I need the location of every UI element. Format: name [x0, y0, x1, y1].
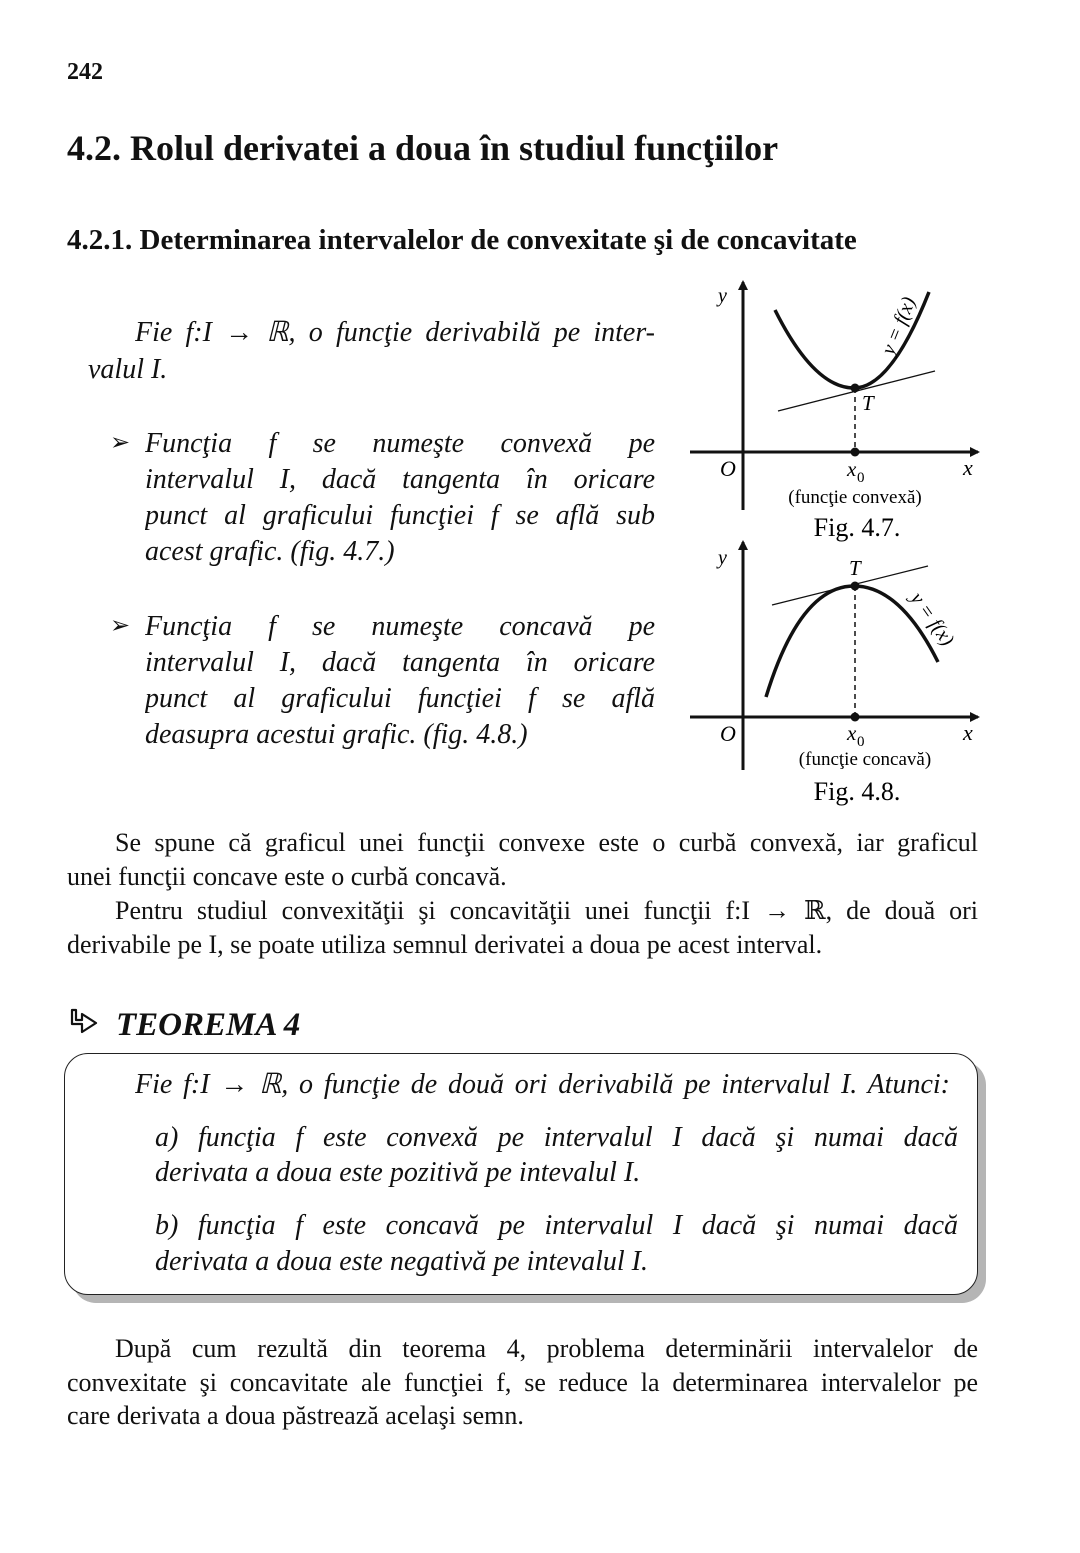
y-label: y	[718, 285, 727, 307]
bullet-convex-line: acest grafic. (fig. 4.7.)	[145, 536, 395, 567]
paragraph-line: Pentru studiul convexităţii şi concavităţii unei funcţii f:I → ℝ, de două ori	[115, 896, 978, 925]
arrowhead-bullet-icon: ➢	[110, 613, 131, 639]
theorem-intro: Fie f:I → ℝ, o funcţie de două ori derivabilă pe intervalul I. Atunci:	[135, 1069, 950, 1100]
curve-label: y = f(x)	[877, 293, 921, 358]
bullet-concave-line: Funcţia f se numeşte concavă pe	[145, 611, 655, 642]
paragraph-line: Se spune că graficul unei funcţii convexe este o curbă convexă, iar graficul	[115, 828, 978, 857]
theorem-item-b: b) funcţia f este concavă pe intervalul I dacă şi numai dacă	[155, 1210, 958, 1241]
x0-subscript: 0	[857, 734, 865, 750]
origin-label: O	[720, 721, 736, 746]
x0-label: x	[847, 721, 857, 745]
x0-label: x	[847, 457, 857, 481]
tangent-point	[851, 582, 860, 591]
x-label: x	[963, 455, 973, 480]
bullet-concave-line: punct al graficului funcţiei f se află	[145, 683, 655, 714]
intro-line: Fie f:I → ℝ, o funcţie derivabilă pe inter-	[135, 317, 655, 348]
paragraph-line: convexitate şi concavitate ale funcţiei f, se reduce la determinarea intervalelor pe	[67, 1368, 978, 1397]
paragraph-line: După cum rezultă din teorema 4, problema determinării intervalelor de	[115, 1334, 978, 1363]
bullet-convex-line: punct al graficului funcţiei f se află sub	[145, 500, 655, 531]
theorem-item-a: a) funcţia f este convexă pe intervalul I dacă şi numai dacă	[155, 1122, 958, 1153]
tangent-point	[851, 384, 860, 393]
page-number: 242	[67, 59, 103, 85]
paragraph-line: care derivata a doua păstrează acelaşi semn.	[67, 1401, 524, 1430]
theorem-item-b: derivata a doua este negativă pe intevalul I.	[155, 1246, 648, 1277]
curve-label: y = f(x)	[905, 588, 959, 651]
y-label: y	[718, 547, 727, 569]
x-label: x	[963, 720, 973, 745]
paragraph-line: derivabile pe I, se poate utiliza semnul derivatei a doua pe acest interval.	[67, 930, 823, 959]
intro-line: valul I.	[88, 354, 168, 385]
bullet-convex-line: Funcţia f se numeşte convexă pe	[145, 428, 655, 459]
bullet-concave-line: deasupra acestui grafic. (fig. 4.8.)	[145, 719, 528, 750]
figure-subtitle: (funcţie convexă)	[788, 487, 922, 508]
t-label: T	[862, 391, 874, 415]
bullet-convex-line: intervalul I, dacă tangenta în oricare	[145, 464, 655, 495]
x0-point	[851, 448, 860, 457]
origin-label: O	[720, 456, 736, 481]
bullet-concave-line: intervalul I, dacă tangenta în oricare	[145, 647, 655, 678]
hand-pointer-icon	[68, 1006, 102, 1045]
subsection-title: 4.2.1. Determinarea intervalelor de convexitate şi de concavitate	[67, 224, 857, 256]
figure-caption: Fig. 4.8.	[813, 777, 901, 806]
theorem-title: TEOREMA 4	[116, 1007, 301, 1043]
t-label: T	[849, 556, 861, 580]
paragraph-line: unei funcţii concave este o curbă concavă.	[67, 862, 507, 891]
x0-subscript: 0	[857, 470, 865, 486]
arrowhead-bullet-icon: ➢	[110, 430, 131, 456]
figure-4-7	[690, 282, 978, 542]
figure-subtitle: (funcţie concavă)	[798, 749, 932, 770]
figure-caption: Fig. 4.7.	[813, 513, 901, 542]
theorem-item-a: derivata a doua este pozitivă pe intevalul I.	[155, 1157, 641, 1188]
figure-4-8	[690, 542, 978, 806]
section-title: 4.2. Rolul derivatei a doua în studiul funcţiilor	[67, 128, 779, 168]
